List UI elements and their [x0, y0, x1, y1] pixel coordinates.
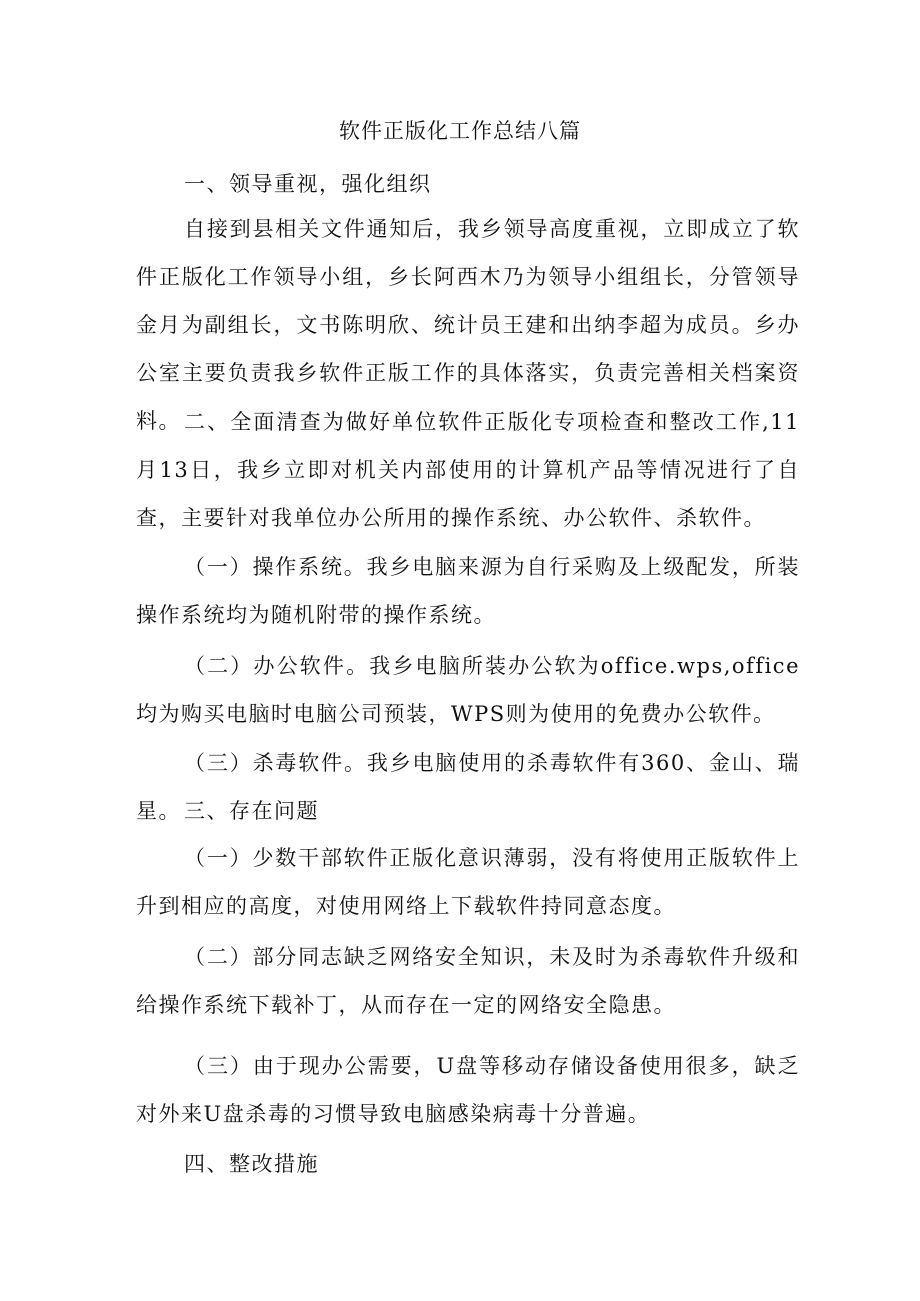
section-heading-3: 三、存在问题 — [184, 799, 319, 823]
paragraph-1: 自接到县相关文件通知后，我乡领导高度重视，立即成立了软件正版化工作领导小组，乡长阿西木乃为领导小组组长，分管领导金月为副组长，文书陈明欣、统计员王建和出纳李超为成员。乡办公室主要负责我乡软件正版工作的具体落实，负责完善相关档案资料。 — [136, 217, 800, 433]
paragraph-problem-2: （二）部分同志缺乏网络安全知识，未及时为杀毒软件升级和给操作系统下载补丁，从而存在一定的网络安全隐患。 — [136, 945, 800, 1017]
paragraph-antivirus: （三）杀毒软件。我乡电脑使用的杀毒软件有360、金山、瑞星。 — [136, 751, 800, 823]
document-title: 软件正版化工作总结八篇 — [339, 119, 581, 143]
paragraph-os: （一）操作系统。我乡电脑来源为自行采购及上级配发，所装操作系统均为随机附带的操作系统。 — [136, 555, 800, 627]
section-heading-4: 四、整改措施 — [184, 1152, 319, 1176]
paragraph-2: 二、全面清查为做好单位软件正版化专项检查和整改工作,11月13日，我乡立即对机关内部使用的计算机产品等情况进行了自查，主要针对我单位办公所用的操作系统、办公软件、杀软件。 — [136, 410, 800, 530]
section-heading-1: 一、领导重视，强化组织 — [184, 172, 432, 196]
paragraph-problem-3: （三）由于现办公需要，U盘等移动存储设备使用很多，缺乏对外来U盘杀毒的习惯导致电脑感染病毒十分普遍。 — [136, 1054, 800, 1126]
paragraph-problem-1: （一）少数干部软件正版化意识薄弱，没有将使用正版软件上升到相应的高度，对使用网络上下载软件持同意态度。 — [136, 846, 800, 918]
paragraph-office: （二）办公软件。我乡电脑所装办公软为office.wps,office均为购买电脑时电脑公司预装，WPS则为使用的免费办公软件。 — [136, 654, 800, 726]
